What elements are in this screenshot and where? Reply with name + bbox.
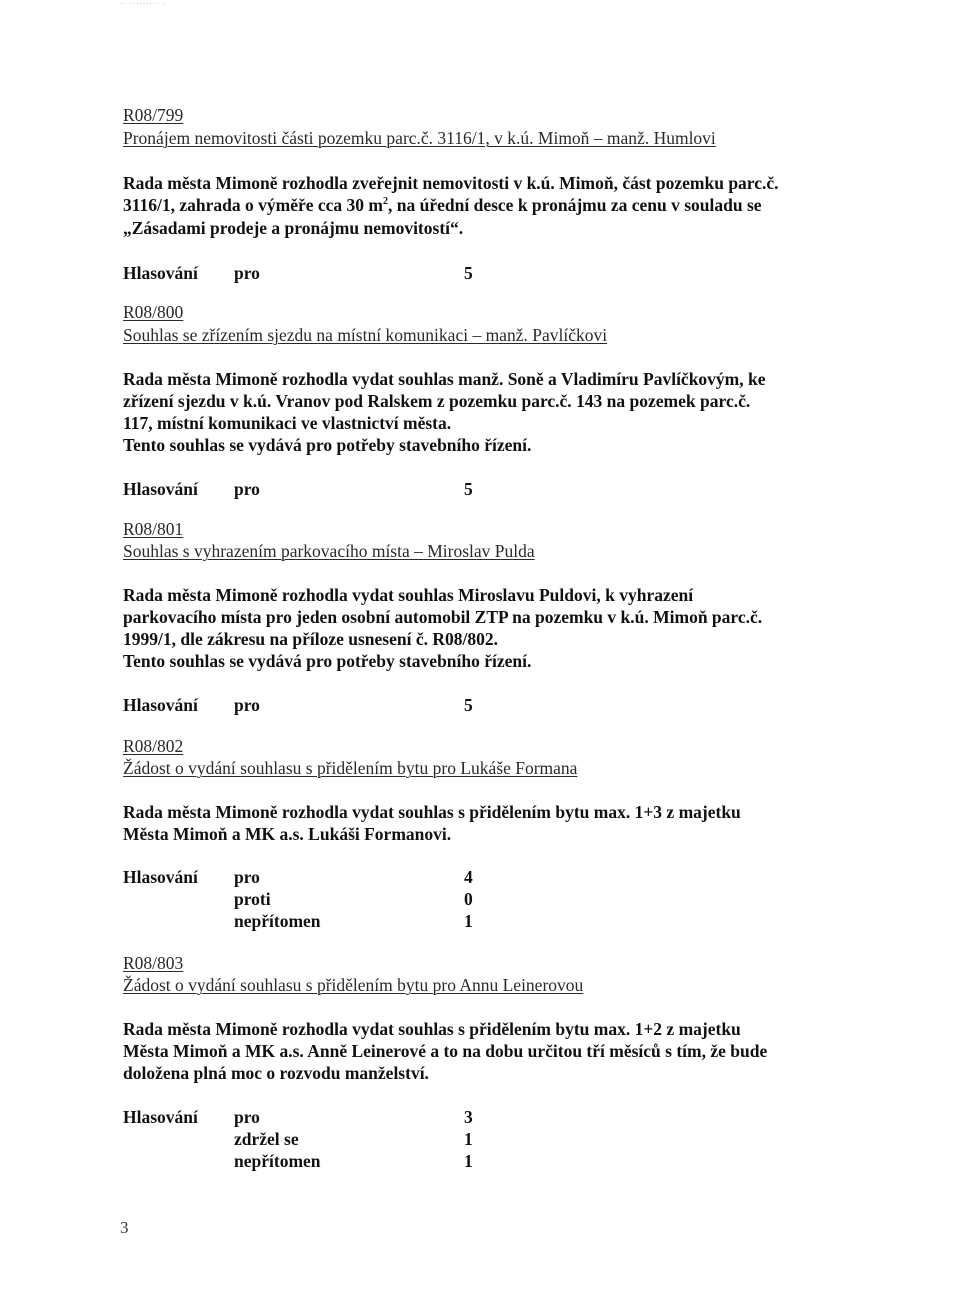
vote-option: nepřítomen bbox=[234, 911, 321, 931]
resolution-text-line: Města Mimoň a MK a.s. Anně Leinerové a to na dobu určitou tří měsíců s tím, že bude bbox=[123, 1041, 768, 1061]
superscript-exponent: 2 bbox=[383, 196, 389, 207]
vote-count: 5 bbox=[464, 263, 473, 283]
vote-count: 1 bbox=[464, 1151, 473, 1171]
resolution-text-line: Tento souhlas se vydává pro potřeby stavebního řízení. bbox=[123, 435, 532, 455]
vote-option: pro bbox=[234, 263, 260, 283]
vote-count: 3 bbox=[464, 1107, 473, 1127]
resolution-number: R08/800 bbox=[123, 302, 184, 322]
vote-option: nepřítomen bbox=[234, 1151, 321, 1171]
vote-count: 1 bbox=[464, 911, 473, 931]
vote-option: pro bbox=[234, 695, 260, 715]
resolution-text-line: Rada města Mimoně rozhodla vydat souhlas s přidělením bytu max. 1+3 z majetku bbox=[123, 802, 741, 822]
resolution-subject: Souhlas s vyhrazením parkovacího místa – Miroslav Pulda bbox=[123, 541, 535, 561]
page-number: 3 bbox=[120, 1218, 129, 1237]
scan-header-mark: ·· ········· · bbox=[120, 0, 166, 8]
resolution-number: R08/803 bbox=[123, 953, 184, 973]
vote-option: pro bbox=[234, 479, 260, 499]
resolution-number: R08/801 bbox=[123, 519, 184, 539]
resolution-text-line bbox=[123, 194, 762, 216]
vote-label: Hlasování bbox=[123, 479, 198, 499]
resolution-text-line: Města Mimoň a MK a.s. Lukáši Formanovi. bbox=[123, 824, 452, 844]
vote-count: 0 bbox=[464, 889, 473, 909]
resolution-text-line: 1999/1, dle zákresu na příloze usnesení č. R08/802. bbox=[123, 629, 498, 649]
resolution-number: R08/799 bbox=[123, 105, 184, 125]
resolution-text-line: Rada města Mimoně rozhodla zveřejnit nemovitosti v k.ú. Mimoň, část pozemku parc.č. bbox=[123, 173, 779, 193]
vote-count: 5 bbox=[464, 479, 473, 499]
vote-label: Hlasování bbox=[123, 1107, 198, 1127]
resolution-subject: Žádost o vydání souhlasu s přidělením bytu pro Annu Leinerovou bbox=[123, 975, 584, 995]
resolution-text-line: Rada města Mimoně rozhodla vydat souhlas manž. Soně a Vladimíru Pavlíčkovým, ke bbox=[123, 369, 766, 389]
vote-count: 4 bbox=[464, 867, 473, 887]
vote-label: Hlasování bbox=[123, 867, 198, 887]
resolution-text-segment: , na úřední desce k pronájmu za cenu v souladu se bbox=[388, 195, 762, 215]
resolution-text-line: Tento souhlas se vydává pro potřeby stavebního řízení. bbox=[123, 651, 532, 671]
resolution-text-line: doložena plná moc o rozvodu manželství. bbox=[123, 1063, 429, 1083]
resolution-text-line: Rada města Mimoně rozhodla vydat souhlas s přidělením bytu max. 1+2 z majetku bbox=[123, 1019, 741, 1039]
vote-option: zdržel se bbox=[234, 1129, 299, 1149]
resolution-text-segment: 3116/1, zahrada o výměře cca 30 m bbox=[123, 195, 384, 215]
vote-option: proti bbox=[234, 889, 271, 909]
resolution-subject: Žádost o vydání souhlasu s přidělením bytu pro Lukáše Formana bbox=[123, 758, 578, 778]
resolution-text-line: „Zásadami prodeje a pronájmu nemovitostí“. bbox=[123, 218, 464, 238]
vote-label: Hlasování bbox=[123, 263, 198, 283]
resolution-subject: Souhlas se zřízením sjezdu na místní komunikaci – manž. Pavlíčkovi bbox=[123, 325, 608, 345]
resolution-subject: Pronájem nemovitosti části pozemku parc.č. 3116/1, v k.ú. Mimoň – manž. Humlovi bbox=[123, 128, 716, 148]
vote-label: Hlasování bbox=[123, 695, 198, 715]
vote-count: 5 bbox=[464, 695, 473, 715]
resolution-text-line: Rada města Mimoně rozhodla vydat souhlas Miroslavu Puldovi, k vyhrazení bbox=[123, 585, 694, 605]
resolution-text-line: zřízení sjezdu v k.ú. Vranov pod Ralskem z pozemku parc.č. 143 na pozemek parc.č. bbox=[123, 391, 751, 411]
vote-option: pro bbox=[234, 1107, 260, 1127]
vote-option: pro bbox=[234, 867, 260, 887]
vote-count: 1 bbox=[464, 1129, 473, 1149]
resolution-text-line: parkovacího místa pro jeden osobní automobil ZTP na pozemku v k.ú. Mimoň parc.č. bbox=[123, 607, 763, 627]
resolution-number: R08/802 bbox=[123, 736, 184, 756]
resolution-text-line: 117, místní komunikaci ve vlastnictví města. bbox=[123, 413, 452, 433]
